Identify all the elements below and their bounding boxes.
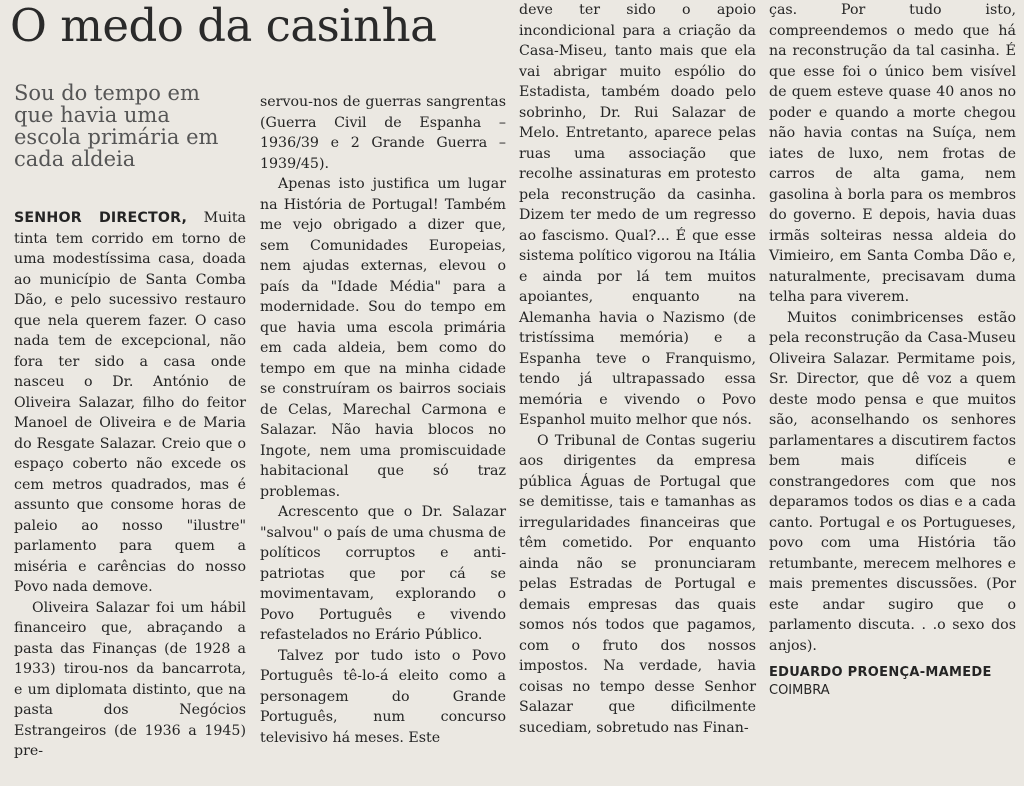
paragraph-10: Muitos conimbricenses estão pela reconstrução da Casa-Museu Oliveira Salazar. Permitame pois, Sr. Director, que dê voz a quem deste modo pensa e que muitos são, aconselhando os senhores parlamentares a discutirem factos bem mais difíceis e constrangedores com que nos deparamos todos os dias e a cada canto. Portugal e os Portugueses, povo com uma História tão retumbante, merecem melhores e mais prementes discussões. (Por este andar sugiro que o parlamento discuta. . .o sexo dos anjos). (769, 309, 1016, 654)
paragraph-4: Apenas isto justifica um lugar na História de Portugal! Também me vejo obrigado a dizer que, sem Comunidades Europeias, nem ajudas externas, elevou o país da "Idade Média" para a modernidade. Sou do tempo em que havia uma escola primária em cada aldeia, bem como do tempo em que na minha cidade se construíram os bairros sociais de Celas, Marechal Carmona e Salazar. Não havia blocos no Ingote, nem uma promiscuidade habitacional que só traz problemas. (260, 176, 506, 500)
paragraph-2: Oliveira Salazar foi um hábil financeiro que, abraçando a pasta das Finanças (de 1928 a 1933) tirou-nos da bancarrota, e um diplomata distinto, que na pasta dos Negócios Estrangeiros (de 1936 a 1945) pre- (14, 599, 246, 759)
paragraph-5: Acrescento que o Dr. Salazar "salvou" o país de uma chusma de políticos corruptos e anti-patriotas que por cá se movimentavam, explorando o Povo Português e vivendo refastelados no Erário Público. (260, 504, 506, 643)
article-subtitle: Sou do tempo em que havia uma escola primária em cada aldeia (14, 81, 219, 171)
subtitle-block (14, 82, 240, 170)
column-2 (260, 92, 506, 786)
article-title: O medo da casinha (10, 0, 437, 52)
column-4 (769, 0, 1016, 698)
lead-in: SENHOR DIRECTOR, (14, 210, 188, 226)
column-3 (519, 0, 756, 736)
paragraph-9: ças. Por tudo isto, compreendemos o medo que há na reconstrução da tal casinha. É que esse foi o único bem visível de quem esteve quase 40 anos no poder e quando a morte chegou não havia contas na Suíça, nem iates de luxo, nem frotas de carros de alta gama, nem gasolina à borla para os membros do governo. E depois, havia duas irmãs solteiras nessa aldeia do Vimieiro, em Santa Comba Dão e, naturalmente, precisavam duma telha para viverem. (769, 2, 1016, 305)
paragraph-3: servou-nos de guerras sangrentas (Guerra Civil de Espanha – 1936/39 e 2 Grande Guerra – 1939/45). (260, 94, 506, 172)
paragraph-1 (14, 208, 246, 598)
author-city: COIMBRA (769, 683, 830, 698)
author-name: EDUARDO PROENÇA-MAMEDE (769, 665, 992, 680)
paragraph-1-text: Muita tinta tem corrido em torno de uma modestíssima casa, doada ao município de Santa Comba Dão, e pelo sucessivo restauro que nela querem fazer. O caso nada tem de excepcional, não fora ter sido a casa onde nasceu o Dr. António de Oliveira Salazar, filho do feitor Manoel de Oliveira e de Maria do Resgate Salazar. Creio que o espaço coberto não excede os cem metros quadrados, mas é assunto que consome horas de paleio ao nosso "ilustre" parlamento para quem a miséria e carências do nosso Povo nada demove. (14, 210, 247, 595)
column-1 (14, 208, 247, 759)
paragraph-8: O Tribunal de Contas sugeriu aos dirigentes da empresa pública Águas de Portugal que se demitisse, tais e tamanhas as irregularidades financeiras que têm cometido. Por enquanto ainda não se pronunciaram pelas Estradas de Portugal e demais empresas das quais somos nós todos que pagamos, com o fruto dos nossos impostos. Na verdade, havia coisas no tempo desse Senhor Salazar que dificilmente sucediam, sobretudo nas Finan- (519, 432, 756, 736)
paragraph-6: Talvez por tudo isto o Povo Português tê-lo-á eleito como a personagem do Grande Português, num concurso televisivo há meses. Este (260, 647, 506, 746)
paragraph-7: deve ter sido o apoio incondicional para a criação da Casa-Miseu, tanto mais que ela vai abrigar muito espólio do Estadista, também doado pelo sobrinho, Dr. Rui Salazar de Melo. Entretanto, aparece pelas ruas uma associação que recolhe assinaturas em protesto pela reconstrução da casinha. Dizem ter medo de um regresso ao fascismo. Qual?... É que esse sistema político vigorou na Itália e ainda por lá tem muitos apoiantes, enquanto na Alemanha havia o Nazismo (de tristíssima memória) e a Espanha teve o Franquismo, tendo já ultrapassado essa memória e vivendo o Povo Espanhol muito melhor que nós. (519, 2, 756, 428)
